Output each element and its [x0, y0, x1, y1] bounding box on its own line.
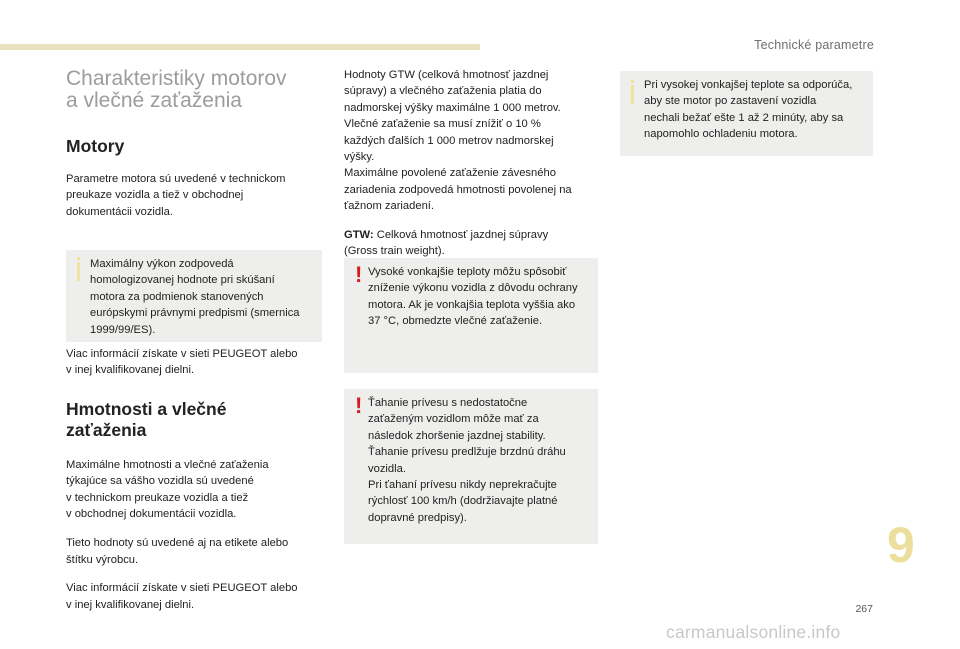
text-line: 1999/99/ES). — [90, 323, 156, 336]
text-line: Hodnoty GTW (celková hmotnosť jazdnej — [344, 69, 549, 81]
text-line: dopravné predpisy). — [368, 511, 467, 524]
text-line: zaťaženým vozidlom môže mať za — [368, 413, 539, 426]
info-box-power — [66, 250, 322, 342]
text-line: každých ďalších 1 000 metrov nadmorskej — [344, 134, 554, 147]
warning-box-trailer — [344, 389, 598, 544]
header-accent-bar — [0, 44, 480, 50]
watermark: carmanualsonline.info — [666, 622, 841, 642]
label-paragraph — [66, 535, 322, 568]
weights-paragraph — [66, 457, 322, 523]
more-info-paragraph-2 — [66, 580, 322, 613]
page-title-line-2: a vlečné zaťaženia — [66, 89, 242, 112]
heading-engines: Motory — [66, 136, 125, 156]
text-line: v inej kvalifikovanej dielni. — [66, 364, 195, 377]
text-line: štítku výrobcu. — [66, 553, 139, 566]
heading-weights — [66, 399, 322, 441]
text-line: (Gross train weight). — [344, 245, 445, 258]
text-line: Maximálne povolené zaťaženie závesného — [344, 167, 556, 180]
engines-paragraph — [66, 171, 322, 220]
text-line: aby ste motor po zastavení vozidla — [644, 95, 817, 108]
text-line: napomohlo ochladeniu motora. — [644, 128, 798, 141]
text-line: Maximálny výkon zodpovedá — [90, 258, 234, 270]
text-line: európskymi právnymi predpismi (smernica — [90, 307, 300, 320]
warning-box-text — [368, 395, 566, 526]
text-line: dokumentácii vozidla. — [66, 205, 173, 218]
page-title — [66, 68, 322, 112]
chapter-number: 9 — [887, 517, 915, 573]
warning-box-text — [368, 264, 578, 330]
text-line: Ťahanie prívesu s nedostatočne — [368, 397, 528, 409]
text-line: Vlečné zaťaženie sa musí znížiť o 10 % — [344, 118, 541, 131]
column-middle — [344, 67, 598, 259]
column-left-lower — [66, 346, 322, 613]
text-line: Maximálne hmotnosti a vlečné zaťaženia — [66, 458, 269, 471]
text-line: Parametre motora sú uvedené v technickom — [66, 173, 286, 185]
more-info-paragraph — [66, 346, 322, 379]
text-line: v technickom preukaze vozidla a tiež — [66, 491, 249, 504]
info-box-cooling — [620, 71, 873, 156]
text-line: 37 °C, obmedzte vlečné zaťaženie. — [368, 315, 543, 328]
text-line: týkajúce sa vášho vozidla sú uvedené — [66, 475, 254, 488]
text-line: následok zhoršenie jazdnej stability. — [368, 429, 546, 442]
text-line: rýchlosť 100 km/h (dodržiavajte platné — [368, 495, 558, 508]
gtw-definition — [344, 227, 598, 260]
text-line: Pri vysokej vonkajšej teplote sa odporúča, — [644, 79, 853, 91]
text-line: Tieto hodnoty sú uvedené aj na etikete alebo — [66, 537, 289, 550]
text-line: vozidla. — [368, 462, 406, 475]
info-icon — [77, 262, 80, 281]
gtw-label: GTW: — [344, 228, 374, 241]
text-line: ťažnom zariadení. — [344, 200, 435, 213]
text-line: výšky. — [344, 151, 375, 164]
warning-icon: ! — [355, 393, 363, 418]
warning-box-temperature — [344, 258, 598, 373]
info-box-text — [644, 77, 852, 143]
column-left — [66, 64, 322, 220]
text-line: Vysoké vonkajšie teploty môžu spôsobiť — [368, 266, 567, 278]
text-line: v inej kvalifikovanej dielni. — [66, 598, 195, 611]
text-line: motora za podmienok stanovených — [90, 290, 264, 303]
text-line: homologizovanej hodnote pri skúšaní — [90, 274, 275, 287]
info-icon — [631, 85, 634, 104]
section-title: Technické parametre — [754, 38, 874, 52]
text-line: v obchodnej dokumentácii vozidla. — [66, 508, 237, 521]
text-line: súpravy) a vlečného zaťaženia platia do — [344, 85, 542, 98]
info-box-text — [90, 256, 300, 338]
heading-line: Hmotnosti a vlečné — [66, 398, 227, 419]
text-line: zníženie výkonu vozidla z dôvodu ochrany — [368, 282, 578, 295]
text-line: motora. Ak je vonkajšia teplota vyššia ako — [368, 298, 576, 311]
text-line: Celková hmotnosť jazdnej súpravy — [373, 228, 549, 241]
text-line: Ťahanie prívesu predlžuje brzdnú dráhu — [368, 446, 566, 459]
page-number: 267 — [855, 603, 873, 615]
page-title-line-1: Charakteristiky motorov — [66, 67, 287, 90]
text-line: Pri ťahaní prívesu nikdy neprekračujte — [368, 479, 557, 492]
heading-line: zaťaženia — [66, 419, 147, 440]
warning-icon: ! — [355, 262, 363, 287]
text-line: preukaze vozidla a tiež v obchodnej — [66, 189, 244, 202]
text-line: nechali bežať ešte 1 až 2 minúty, aby sa — [644, 111, 844, 124]
text-line: nadmorskej výšky maximálne 1 000 metrov. — [344, 101, 561, 114]
text-line: zariadenia zodpovedá hmotnosti povolenej na — [344, 183, 572, 196]
text-line: Viac informácií získate v sieti PEUGEOT alebo — [66, 582, 298, 595]
gtw-paragraph — [344, 67, 598, 215]
text-line: Viac informácií získate v sieti PEUGEOT alebo — [66, 348, 298, 360]
